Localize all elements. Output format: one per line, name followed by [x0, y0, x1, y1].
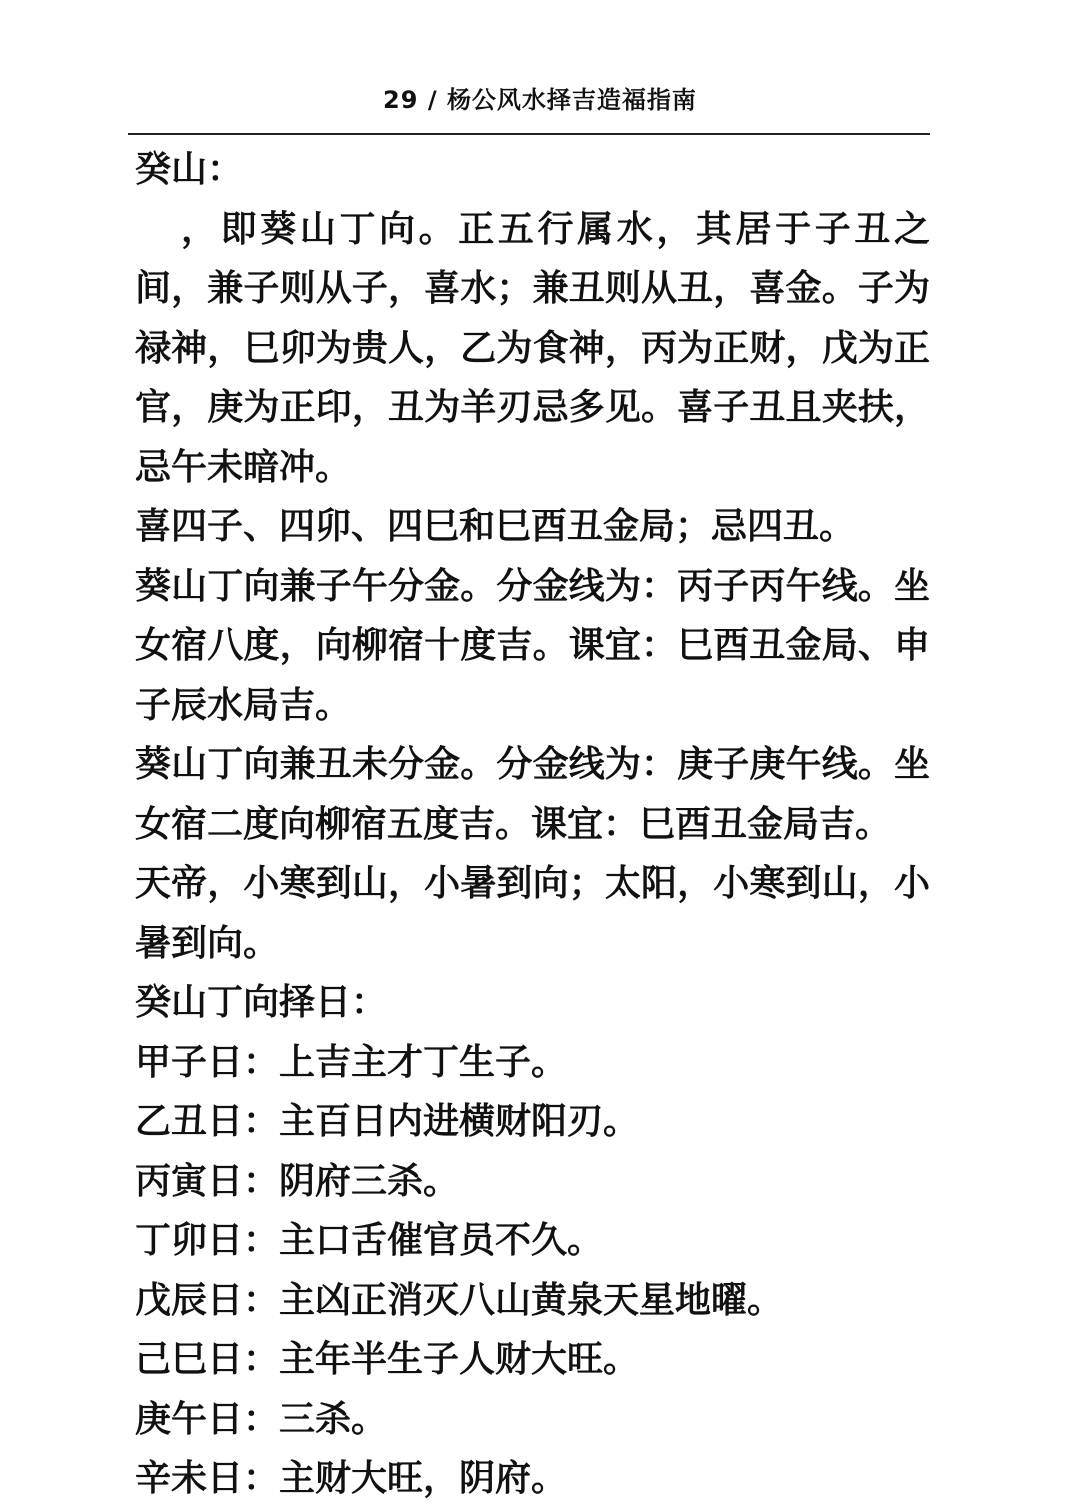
day-entry-dingmao: 丁卯日：主口舌催官员不久。 — [135, 1220, 604, 1261]
book-title: 杨公风水择吉造福指南 — [446, 86, 697, 114]
page-body — [135, 140, 930, 1509]
header-divider — [128, 133, 930, 135]
paragraph-preferences: 喜四子、四卯、四巳和巳酉丑金局；忌四丑。 — [135, 506, 856, 547]
day-entry-jiazi: 甲子日：上吉主才丁生子。 — [135, 1041, 568, 1083]
day-entry-yichou: 乙丑日：主百日内进横财阳刃。 — [135, 1101, 640, 1142]
day-entry-gengwu: 庚午日：三杀。 — [135, 1398, 388, 1440]
page-number: 29 — [383, 86, 419, 114]
header-separator: / — [427, 86, 438, 114]
paragraph-zi-wu-division: 葵山丁向兼子午分金。分金线为：丙子丙午线。坐女宿八度，向柳宿十度吉。课宜：巳酉丑金局、申子辰水局吉。 — [135, 565, 930, 726]
section-heading-gui-mountain: 癸山： — [135, 149, 244, 190]
day-entry-xinwei: 辛未日：主财大旺，阴府。 — [135, 1458, 568, 1499]
subheading-date-selection: 癸山丁向择日： — [135, 982, 388, 1023]
day-entry-wuchen: 戊辰日：主凶正消灭八山黄泉天星地曜。 — [135, 1279, 784, 1321]
day-entry-bingyin: 丙寅日：阴府三杀。 — [135, 1160, 460, 1202]
page-header — [0, 80, 1080, 115]
paragraph-tiandi-taiyang: 天帝，小寒到山，小暑到向；太阳，小寒到山，小暑到向。 — [135, 863, 930, 964]
paragraph-chou-wei-division: 葵山丁向兼丑未分金。分金线为：庚子庚午线。坐女宿二度向柳宿五度吉。课宜：巳酉丑金局吉。 — [135, 744, 930, 845]
paragraph-intro: ，即葵山丁向。正五行属水，其居于子丑之间，兼子则从子，喜水；兼丑则从丑，喜金。子为禄神，巳卯为贵人，乙为食神，丙为正财，戊为正官，庚为正印，丑为羊刃忌多见。喜子丑且夹扶，忌午未暗冲。 — [135, 208, 930, 488]
day-entry-jisi: 己巳日：主年半生子人财大旺。 — [135, 1339, 640, 1380]
